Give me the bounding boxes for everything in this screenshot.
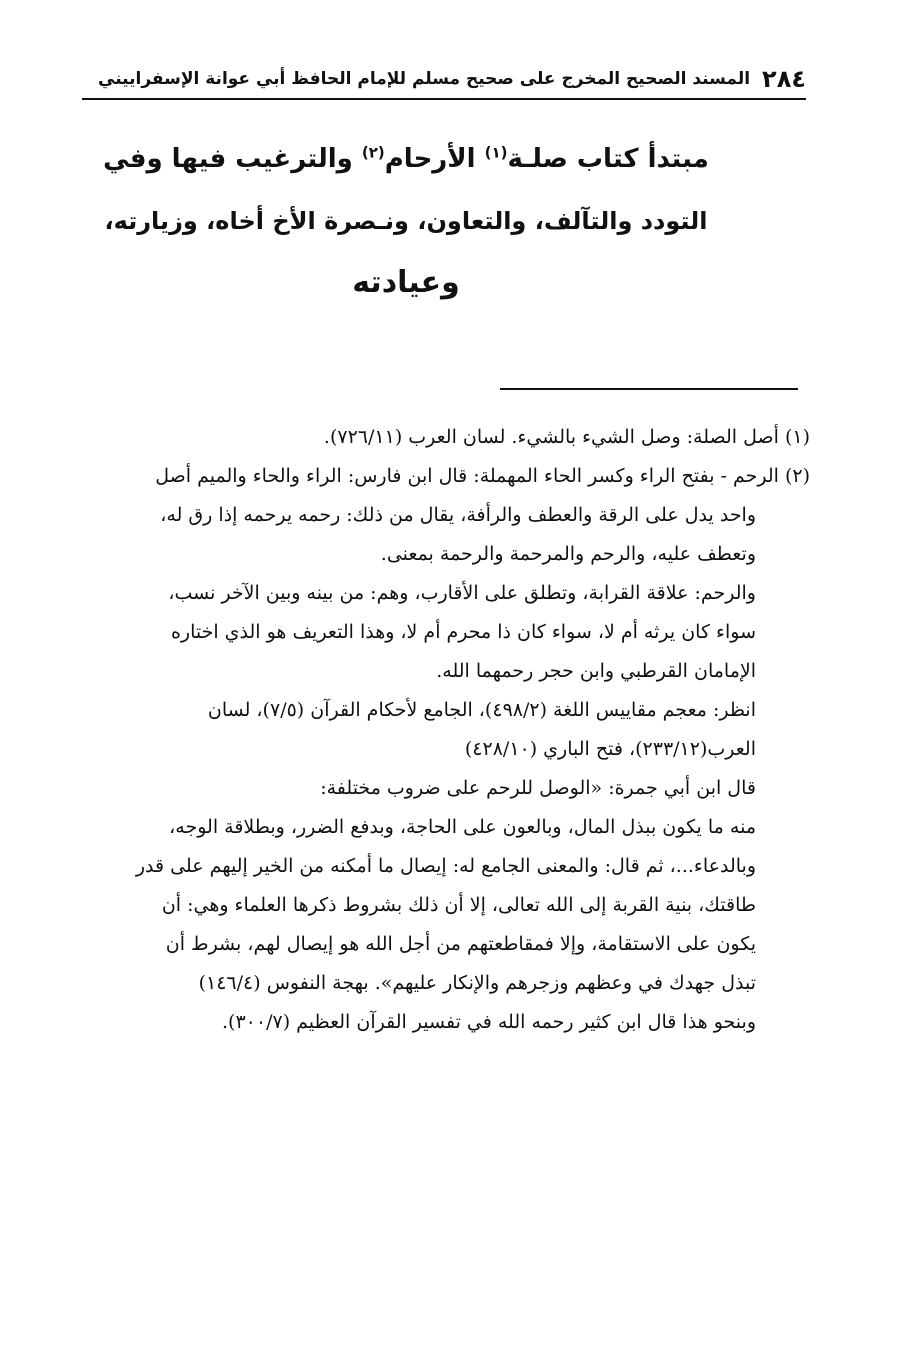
chapter-title-line-3: وعيادته bbox=[352, 265, 460, 300]
chapter-title bbox=[100, 128, 712, 314]
book-title: المسند الصحيح المخرج على صحيح مسلم للإمام الحافظ أبي عوانة الإسفراييني bbox=[98, 69, 751, 89]
footnote-2 bbox=[80, 457, 810, 496]
footnote-2-line: سواء كان يرثه أم لا، سواء كان ذا محرم أم لا، وهذا التعريف هو الذي اختاره bbox=[170, 621, 756, 643]
chapter-title-text-b: الأرحام bbox=[384, 144, 485, 174]
footnote-2-line: العرب(٢٣٣/١٢)، فتح الباري (٤٢٨/١٠) bbox=[464, 738, 756, 760]
footnote-ref-2: (٢) bbox=[361, 143, 385, 162]
footnote-2-line: قال ابن أبي جمرة: «الوصل للرحم على ضروب مختلفة: bbox=[320, 777, 756, 799]
footnote-2-line: منه ما يكون ببذل المال، وبالعون على الحاجة، وبدفع الضرر، وبطلاقة الوجه، bbox=[169, 816, 756, 838]
footnote-ref-1: (١) bbox=[484, 143, 508, 162]
footnote-2-line: والرحم: علاقة القرابة، وتطلق على الأقارب، وهم: من بينه وبين الآخر نسب، bbox=[168, 582, 756, 604]
running-header bbox=[82, 60, 806, 98]
footnote-2-line: واحد يدل على الرقة والعطف والرأفة، يقال من ذلك: رحمه يرحمه إذا رق له، bbox=[160, 504, 756, 526]
footnote-2-line: وبنحو هذا قال ابن كثير رحمه الله في تفسير القرآن العظيم (٣٠٠/٧). bbox=[222, 1011, 756, 1033]
chapter-title-text-a: مبتدأ كتاب صلـة bbox=[507, 144, 709, 174]
page-number: ٢٨٤ bbox=[762, 65, 806, 93]
footnote-1-number: (١) bbox=[784, 426, 810, 448]
footnote-2-line: الإمامان القرطبي وابن حجر رحمهما الله. bbox=[436, 660, 756, 682]
footnote-2-line: يكون على الاستقامة، وإلا فمقاطعتهم من أجل الله هو إيصال لهم، بشرط أن bbox=[165, 933, 756, 955]
footnote-1 bbox=[80, 418, 810, 457]
chapter-title-line-1 bbox=[100, 128, 712, 190]
header-rule bbox=[82, 98, 806, 100]
footnote-2-line: وتعطف عليه، والرحم والمرحمة والرحمة بمعنى. bbox=[380, 543, 756, 565]
footnote-separator bbox=[500, 388, 798, 390]
footnote-2-line: وبالدعاء...، ثم قال: والمعنى الجامع له: إيصال ما أمكنه من الخير إليهم على قدر bbox=[135, 855, 756, 877]
footnote-2-line: الرحم - بفتح الراء وكسر الحاء المهملة: قال ابن فارس: الراء والحاء والميم أصل bbox=[155, 465, 779, 487]
footnote-2-line: تبذل جهدك في وعظهم وزجرهم والإنكار عليهم». بهجة النفوس (١٤٦/٤) bbox=[198, 972, 756, 994]
footnote-1-text: أصل الصلة: وصل الشيء بالشيء. لسان العرب (٧٢٦/١١). bbox=[323, 426, 779, 448]
footnote-2-number: (٢) bbox=[784, 465, 810, 487]
footnotes bbox=[80, 418, 810, 1042]
footnote-2-line: طاقتك، بنية القربة إلى الله تعالى، إلا أن ذلك بشروط ذكرها العلماء وهي: أن bbox=[161, 894, 756, 916]
chapter-title-text-c: والترغيب فيها وفي bbox=[103, 144, 362, 174]
footnote-2-line: انظر: معجم مقاييس اللغة (٤٩٨/٢)، الجامع لأحكام القرآن (٧/٥)، لسان bbox=[207, 699, 756, 721]
chapter-title-line-2: التودد والتآلف، والتعاون، ونـصرة الأخ أخاه، وزيارته، bbox=[104, 207, 708, 235]
